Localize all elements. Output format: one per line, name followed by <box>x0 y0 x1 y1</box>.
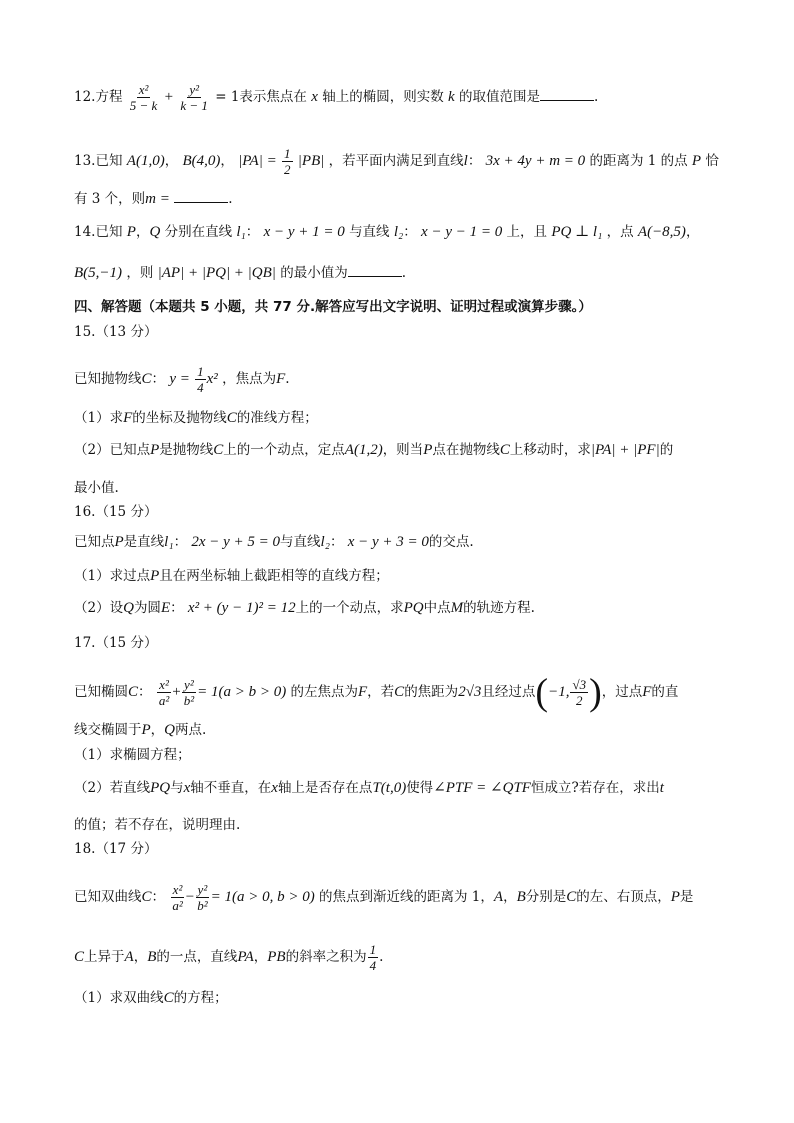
q18-part-1: （1）求双曲线C的方程； <box>74 990 228 1006</box>
q13-half-fraction: $\frac{1}{2}$ <box>284 146 291 177</box>
q17-fraction-y: $\frac{\text{y²}}{\text{b²}}$ <box>183 677 195 708</box>
q15-part-2: （2）已知点P是抛物线C上的一个动点，定点A(1,2)，则当P点在抛物线C上移动时，求|PA| + |PF|的 <box>74 442 674 458</box>
q16-part-2: （2）设Q为圆E： x² + (y − 1)² = 12上的一个动点，求PQ中点M的轨迹方程. <box>74 600 535 616</box>
q15-quarter-fraction: $\frac{1}{4}$ <box>197 364 204 395</box>
q17-point-fraction: $\frac{√3}{2}$ <box>572 677 587 708</box>
q15-part-1: （1）求F的坐标及抛物线C的准线方程； <box>74 410 318 426</box>
q16-stem: 已知点P是直线l₁： 2x − y + 5 = 0与直线l₂： x − y + 3 = 0的交点. <box>74 534 474 550</box>
q17-stem-cont: 线交椭圆于P，Q两点. <box>74 722 207 738</box>
q17-stem: 已知椭圆C： $\frac{\text{x²}}{\text{a²}}$ + $\frac{\text{y²}}{\text{b²}}$ = 1(a > b > 0) 的左焦点为F，若C的焦距为2√3且经过点(−1, $\frac{√3}{2}$ )，过点F的直 <box>74 671 679 714</box>
q12-number: 12.方程 <box>74 89 123 105</box>
q15-number: 15.（13 分） <box>74 324 158 340</box>
q17-part-2: （2）若直线PQ与x轴不垂直，在x轴上是否存在点T(t,0)使得∠PTF = ∠QTF恒成立?若存在，求出t <box>74 780 664 796</box>
q12-line: 12.方程 $\frac{\text{x²}}{5 - k}$ + $\frac{\text{y²}}{k - 1}$ = 1表示焦点在 x 轴上的椭圆，则实数 k 的取值范围是 . <box>74 82 599 113</box>
q17-number: 17.（15 分） <box>74 635 158 651</box>
q18-number: 18.（17 分） <box>74 841 158 857</box>
q13-line-2: 有 3 个，则m = . <box>74 188 734 209</box>
q17-part-1: （1）求椭圆方程； <box>74 747 191 763</box>
q17-part-2-cont: 的值；若不存在，说明理由. <box>74 817 241 833</box>
q15-part-2-cont: 最小值. <box>74 480 119 496</box>
q18-stem-cont: C上异于A，B的一点，直线PA，PB的斜率之积为 $\frac{1}{4}$ . <box>74 942 384 973</box>
q16-number: 16.（15 分） <box>74 504 158 520</box>
q18-fraction-y: $\frac{\text{y²}}{\text{b²}}$ <box>197 882 208 913</box>
q14-answer-blank[interactable] <box>348 262 402 277</box>
q16-part-1: （1）求过点P且在两坐标轴上截距相等的直线方程； <box>74 568 389 584</box>
q12-answer-blank[interactable] <box>540 86 594 101</box>
q18-stem: 已知双曲线C： $\frac{\text{x²}}{\text{a²}}$ − $\frac{\text{y²}}{\text{b²}}$ = 1(a > 0, b > 0) 的焦点到渐近线的距离为 1，A，B分别是C的左、右顶点，P是 <box>74 882 694 913</box>
q18-fraction-x: $\frac{\text{x²}}{\text{a²}}$ <box>172 882 183 913</box>
section-4-heading: 四、解答题（本题共 5 小题，共 77 分.解答应写出文字说明、证明过程或演算步骤。） <box>74 299 592 315</box>
q13-answer-blank[interactable] <box>174 188 228 203</box>
q14-line-1: 14.已知 P，Q 分别在直线 l₁： x − y + 1 = 0 与直线 l₂： x − y − 1 = 0 上，且 PQ ⊥ l₁ ，点 A(−8,5)， <box>74 224 700 240</box>
q13-line-1: 13.已知 A(1,0)， B(4,0)， |PA| = $\frac{1}{2}$ |PB| ，若平面内满足到直线l： 3x + 4y + m = 0 的距离为 1 的点 P 恰 <box>74 146 719 177</box>
q12-fraction-x: $\frac{\text{x²}}{5 - k}$ <box>129 82 158 113</box>
q14-line-2: B(5,−1) ，则 |AP| + |PQ| + |QB| 的最小值为 . <box>74 262 734 283</box>
q18-quarter-fraction: $\frac{1}{4}$ <box>369 942 377 973</box>
q12-fraction-y: $\frac{\text{y²}}{k - 1}$ <box>180 82 208 113</box>
q15-stem: 已知抛物线C： y = $\frac{1}{4}$ x² ，焦点为F. <box>74 364 290 395</box>
q17-fraction-x: $\frac{\text{x²}}{\text{a²}}$ <box>158 677 170 708</box>
